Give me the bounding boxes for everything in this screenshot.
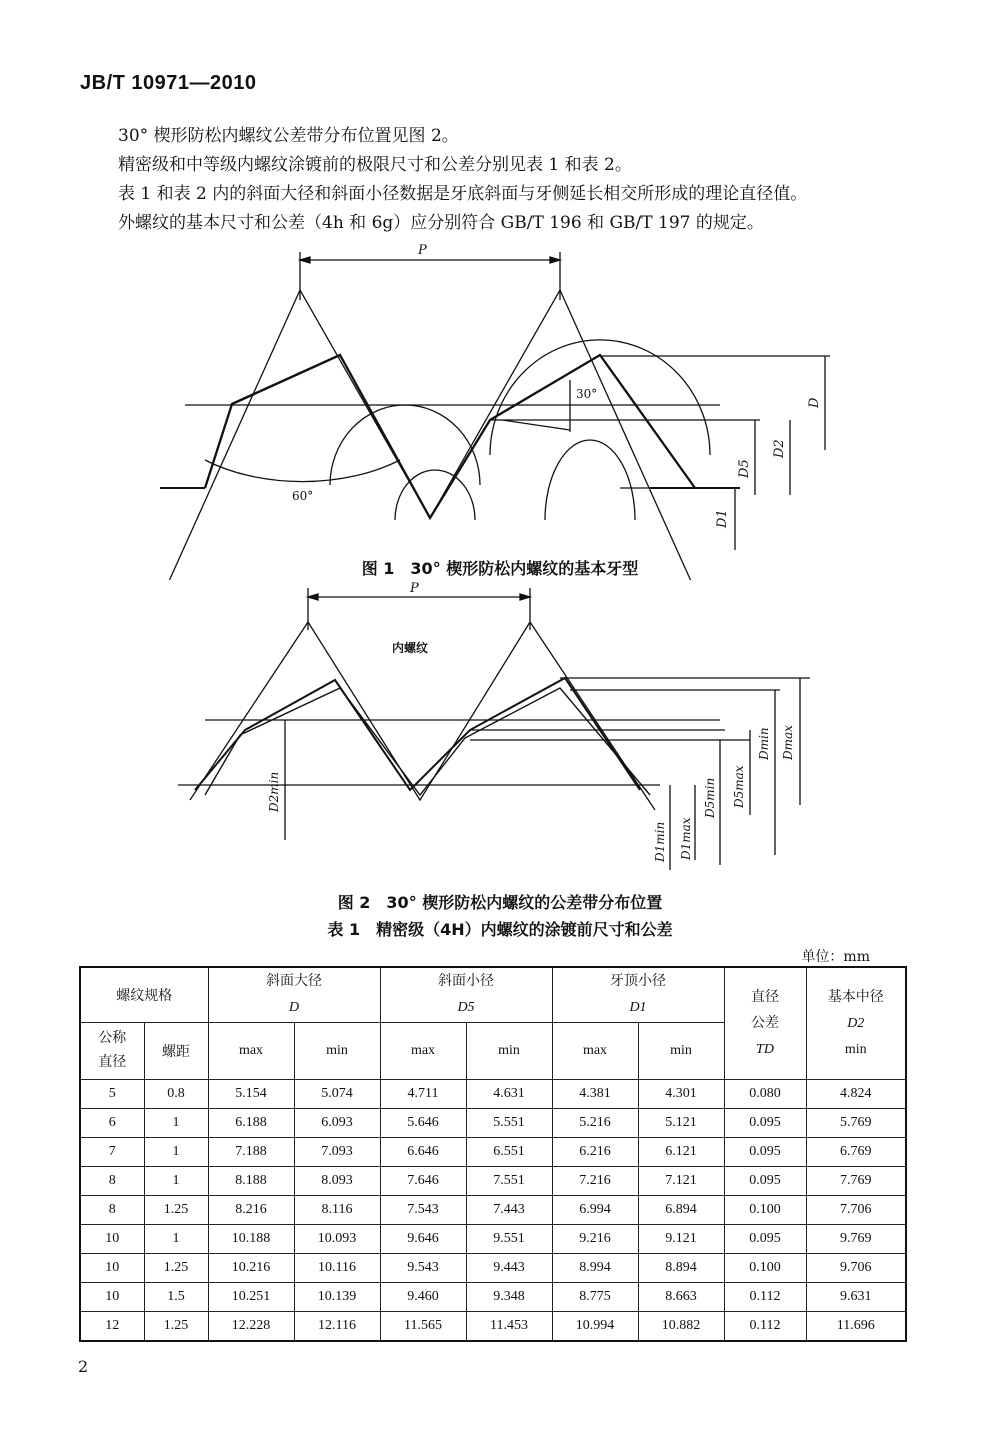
fig1-D-label: D xyxy=(807,397,822,408)
table-cell: 4.381 xyxy=(552,1080,638,1109)
table-row xyxy=(80,1283,906,1312)
table-cell: 11.453 xyxy=(466,1312,552,1342)
table-cell: 7 xyxy=(80,1138,144,1167)
header-major-max: max xyxy=(208,1023,294,1080)
paragraph-3: 表 1 和表 2 内的斜面大径和斜面小径数据是牙底斜面与牙侧延长相交所形成的理论直径值。 xyxy=(118,184,808,204)
table-cell: 5.551 xyxy=(466,1109,552,1138)
table-cell: 1 xyxy=(144,1167,208,1196)
header-crest-symbol: D1 xyxy=(629,1000,647,1015)
table-1 xyxy=(79,966,907,1342)
header-crest-max: max xyxy=(552,1023,638,1080)
figure-1-thread-profile xyxy=(0,235,1000,580)
paragraph-1: 30° 楔形防松内螺纹公差带分布位置见图 2。 xyxy=(118,126,459,146)
table-cell: 5.769 xyxy=(806,1109,906,1138)
header-crest-label: 牙顶小径 xyxy=(610,974,666,989)
table-cell: 12.228 xyxy=(208,1312,294,1342)
table-cell: 8.188 xyxy=(208,1167,294,1196)
paragraph-4: 外螺纹的基本尺寸和公差（4h 和 6g）应分别符合 GB/T 196 和 GB/T 197 的规定。 xyxy=(118,213,764,233)
header-minor-min: min xyxy=(466,1023,552,1080)
table-cell: 8 xyxy=(80,1196,144,1225)
figure-1-caption: 图 1 30° 楔形防松内螺纹的基本牙型 xyxy=(361,559,639,578)
fig2-D1min-label: D1min xyxy=(653,821,667,862)
header-crest-min: min xyxy=(638,1023,724,1080)
table-cell: 1.25 xyxy=(144,1312,208,1342)
document-code: JB/T 10971—2010 xyxy=(80,72,257,94)
fig2-internal-thread-label: 内螺纹 xyxy=(392,641,429,655)
table-cell: 6.646 xyxy=(380,1138,466,1167)
table-cell: 10.882 xyxy=(638,1312,724,1342)
header-pitch-diameter xyxy=(806,967,906,1080)
fig2-Dmin-label: Dmin xyxy=(757,727,771,760)
table-cell: 10.188 xyxy=(208,1225,294,1254)
fig2-D5max-label: D5max xyxy=(732,765,746,808)
fig1-D1-label: D1 xyxy=(715,509,730,528)
table-cell: 6.994 xyxy=(552,1196,638,1225)
table-cell: 9.769 xyxy=(806,1225,906,1254)
header-nominal: 公称直径 xyxy=(80,1023,144,1080)
header-minor-label: 斜面小径 xyxy=(438,974,494,989)
table-cell: 6.551 xyxy=(466,1138,552,1167)
table-cell: 5.646 xyxy=(380,1109,466,1138)
header-minor-symbol: D5 xyxy=(457,1000,475,1015)
fig1-D2-label: D2 xyxy=(772,439,787,458)
header-pitch-diameter-min: min xyxy=(844,1041,867,1057)
fig2-D2min-label: D2min xyxy=(267,771,281,812)
table-cell: 0.8 xyxy=(144,1080,208,1109)
table-cell: 4.711 xyxy=(380,1080,466,1109)
paragraph-2: 精密级和中等级内螺纹涂镀前的极限尺寸和公差分别见表 1 和表 2。 xyxy=(118,155,632,175)
table-cell: 6 xyxy=(80,1109,144,1138)
table-cell: 9.121 xyxy=(638,1225,724,1254)
header-crest xyxy=(552,967,724,1023)
table-cell: 0.112 xyxy=(724,1312,806,1342)
table-cell: 5.121 xyxy=(638,1109,724,1138)
table-cell: 6.894 xyxy=(638,1196,724,1225)
table-cell: 7.646 xyxy=(380,1167,466,1196)
header-major-symbol: D xyxy=(288,1000,300,1015)
table-cell: 7.121 xyxy=(638,1167,724,1196)
table-cell: 12 xyxy=(80,1312,144,1342)
table-cell: 7.769 xyxy=(806,1167,906,1196)
figure-2-caption: 图 2 30° 楔形防松内螺纹的公差带分布位置 xyxy=(337,893,663,912)
table-cell: 5.216 xyxy=(552,1109,638,1138)
table-cell: 7.443 xyxy=(466,1196,552,1225)
table-cell: 8 xyxy=(80,1167,144,1196)
table-cell: 8.216 xyxy=(208,1196,294,1225)
table-cell: 7.543 xyxy=(380,1196,466,1225)
table-cell: 0.100 xyxy=(724,1254,806,1283)
table-cell: 10.251 xyxy=(208,1283,294,1312)
table-cell: 0.100 xyxy=(724,1196,806,1225)
table-cell: 9.551 xyxy=(466,1225,552,1254)
table-cell: 7.093 xyxy=(294,1138,380,1167)
table-cell: 0.095 xyxy=(724,1138,806,1167)
table-cell: 7.188 xyxy=(208,1138,294,1167)
fig1-D5-label: D5 xyxy=(737,459,752,478)
header-spec: 螺纹规格 xyxy=(80,967,208,1023)
table-cell: 10.116 xyxy=(294,1254,380,1283)
table-cell: 10 xyxy=(80,1283,144,1312)
fig2-pitch-label: P xyxy=(410,581,419,596)
table-row xyxy=(80,1196,906,1225)
table-row xyxy=(80,1138,906,1167)
table-row xyxy=(80,1080,906,1109)
table-cell: 11.696 xyxy=(806,1312,906,1342)
page-number: 2 xyxy=(78,1357,89,1376)
fig2-D5min-label: D5min xyxy=(703,777,717,818)
header-tolerance-label: 直径公差 xyxy=(751,989,779,1031)
table-cell: 1 xyxy=(144,1138,208,1167)
table-cell: 8.994 xyxy=(552,1254,638,1283)
table-cell: 1.5 xyxy=(144,1283,208,1312)
fig1-pitch-label: P xyxy=(418,243,427,258)
table-cell: 7.551 xyxy=(466,1167,552,1196)
table-cell: 6.769 xyxy=(806,1138,906,1167)
table-cell: 0.080 xyxy=(724,1080,806,1109)
fig2-D1max-label: D1max xyxy=(679,817,693,860)
table-cell: 7.216 xyxy=(552,1167,638,1196)
table-row xyxy=(80,1225,906,1254)
header-tolerance xyxy=(724,967,806,1080)
figure-2-tolerance-zone xyxy=(0,580,1000,885)
table-cell: 9.646 xyxy=(380,1225,466,1254)
table-cell: 7.706 xyxy=(806,1196,906,1225)
table-cell: 9.543 xyxy=(380,1254,466,1283)
header-pitch-diameter-symbol: D2 xyxy=(847,1015,865,1031)
table-cell: 0.095 xyxy=(724,1167,806,1196)
table-unit: 单位：mm xyxy=(801,949,870,965)
table-cell: 8.663 xyxy=(638,1283,724,1312)
table-cell: 10 xyxy=(80,1225,144,1254)
table-row xyxy=(80,1167,906,1196)
table-cell: 8.093 xyxy=(294,1167,380,1196)
table-cell: 9.631 xyxy=(806,1283,906,1312)
table-cell: 10.139 xyxy=(294,1283,380,1312)
table-cell: 6.188 xyxy=(208,1109,294,1138)
table-row xyxy=(80,1109,906,1138)
header-major xyxy=(208,967,380,1023)
table-cell: 10.216 xyxy=(208,1254,294,1283)
table-cell: 1.25 xyxy=(144,1254,208,1283)
table-cell: 11.565 xyxy=(380,1312,466,1342)
table-cell: 4.824 xyxy=(806,1080,906,1109)
table-row xyxy=(80,1312,906,1342)
fig1-angle-30-label: 30° xyxy=(576,387,598,401)
table-cell: 9.460 xyxy=(380,1283,466,1312)
header-minor xyxy=(380,967,552,1023)
table-cell: 6.121 xyxy=(638,1138,724,1167)
header-minor-max: max xyxy=(380,1023,466,1080)
fig2-Dmax-label: Dmax xyxy=(781,725,795,760)
table-cell: 10 xyxy=(80,1254,144,1283)
table-cell: 10.093 xyxy=(294,1225,380,1254)
table-cell: 1.25 xyxy=(144,1196,208,1225)
header-major-min: min xyxy=(294,1023,380,1080)
table-cell: 0.112 xyxy=(724,1283,806,1312)
table-cell: 1 xyxy=(144,1109,208,1138)
table-cell: 10.994 xyxy=(552,1312,638,1342)
table-cell: 6.216 xyxy=(552,1138,638,1167)
table-cell: 4.301 xyxy=(638,1080,724,1109)
table-cell: 6.093 xyxy=(294,1109,380,1138)
table-cell: 8.775 xyxy=(552,1283,638,1312)
table-row xyxy=(80,1254,906,1283)
table-cell: 5.074 xyxy=(294,1080,380,1109)
table-cell: 9.216 xyxy=(552,1225,638,1254)
table-cell: 0.095 xyxy=(724,1109,806,1138)
header-pitch-diameter-label: 基本中径 xyxy=(827,989,884,1005)
table-1-title: 表 1 精密级（4H）内螺纹的涂镀前尺寸和公差 xyxy=(327,920,673,939)
table-cell: 8.116 xyxy=(294,1196,380,1225)
header-major-label: 斜面大径 xyxy=(266,974,322,989)
table-cell: 9.706 xyxy=(806,1254,906,1283)
table-cell: 1 xyxy=(144,1225,208,1254)
header-pitch: 螺距 xyxy=(144,1023,208,1080)
table-cell: 9.348 xyxy=(466,1283,552,1312)
table-cell: 9.443 xyxy=(466,1254,552,1283)
table-cell: 5 xyxy=(80,1080,144,1109)
table-cell: 0.095 xyxy=(724,1225,806,1254)
fig1-angle-60-label: 60° xyxy=(292,489,314,503)
table-cell: 12.116 xyxy=(294,1312,380,1342)
table-cell: 8.894 xyxy=(638,1254,724,1283)
table-cell: 4.631 xyxy=(466,1080,552,1109)
header-tolerance-symbol: TD xyxy=(756,1041,774,1057)
table-cell: 5.154 xyxy=(208,1080,294,1109)
